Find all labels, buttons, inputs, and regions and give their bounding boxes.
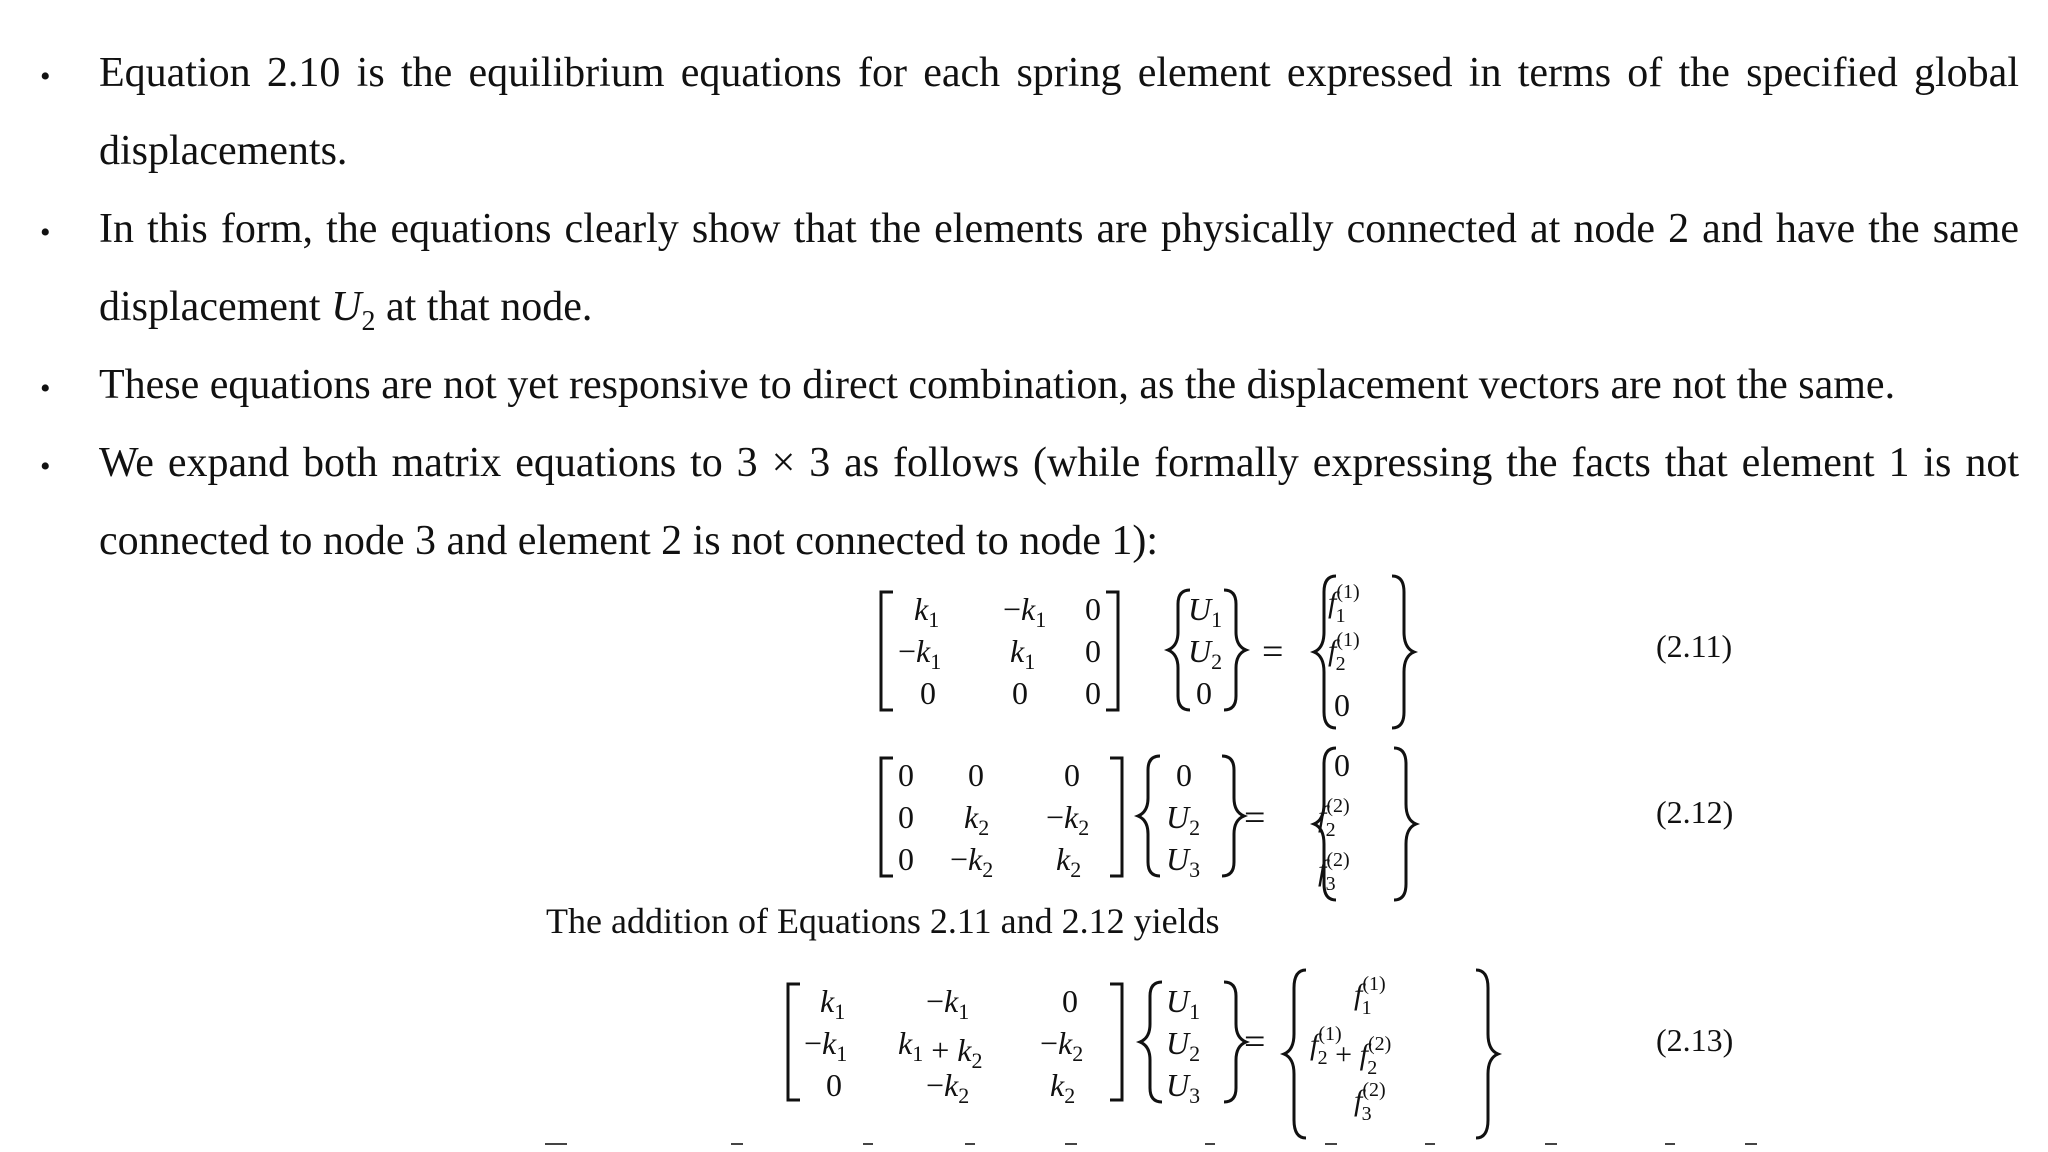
eq1-m11: $k_1$ (914, 591, 940, 632)
eq2-m22: $k_2$ (964, 799, 990, 840)
bullet-marker: • (40, 450, 51, 483)
eq3-u3: $U_3$ (1166, 1067, 1201, 1108)
eq1-u1: $U_1$ (1188, 591, 1223, 632)
eq2-m21: 0 (898, 799, 914, 835)
eq1-m31: 0 (920, 675, 936, 711)
eq1-m23: 0 (1085, 633, 1101, 669)
eq1-f3: 0 (1334, 687, 1350, 723)
eq3-m31: 0 (826, 1067, 842, 1103)
svg-text:=: = (1244, 1021, 1266, 1063)
bullet-3-line-1: These equations are not yet responsive to direct combination, as the displacement vectors are not the same. (99, 362, 1896, 408)
eq1-m13: 0 (1085, 591, 1101, 627)
eq2-m31: 0 (898, 841, 914, 877)
eq2-m12: 0 (968, 757, 984, 793)
eq1-m12: $-k_1$ (1003, 591, 1047, 632)
eq3-f3: $f^{(2)}$ 3 (1354, 1079, 1386, 1125)
bullet-marker: • (40, 60, 51, 93)
eq1-m22: $k_1$ (1010, 633, 1036, 674)
eq1-m32: 0 (1012, 675, 1028, 711)
eq2-u1: 0 (1176, 757, 1192, 793)
eq2-f2: $f^{(2)}$ 2 (1318, 795, 1350, 841)
eq2-m33: $k_2$ (1056, 841, 1082, 882)
eq3-f1: $f^{(1)}$ 1 (1354, 973, 1386, 1019)
eq3-m12: $-k_1$ (926, 983, 970, 1024)
bullet-2-text-pre: displacement (99, 284, 332, 330)
eq2-f3: $f^{(2)}$ 3 (1318, 849, 1350, 895)
eq3-u1: $U_1$ (1166, 983, 1201, 1024)
eq2-m13: 0 (1064, 757, 1080, 793)
equation-number-2-13: (2.13) (1656, 1022, 1734, 1058)
eq1-u3: 0 (1196, 675, 1212, 711)
eq1-m21: $-k_1$ (898, 633, 942, 674)
eq1-u2: $U_2$ (1188, 633, 1223, 674)
bullet-2-line-1: In this form, the equations clearly show that the elements are physically connected at node 2 and have the same (99, 206, 2019, 252)
displacement-subscript: 2 (361, 306, 376, 337)
displacement-variable: U (331, 284, 362, 330)
cropped-text-fragment (545, 1142, 1765, 1146)
eq3-m33: $k_2$ (1050, 1067, 1076, 1108)
bullet-4-line-2: connected to node 3 and element 2 is not connected to node 1): (99, 518, 1159, 564)
svg-text:=: = (1244, 797, 1266, 839)
svg-text:=: = (1262, 631, 1284, 673)
bullet-marker: • (40, 216, 51, 249)
eq2-u3: $U_3$ (1166, 841, 1201, 882)
eq1-f1: $f^{(1)}$ 1 (1328, 581, 1360, 627)
eq3-m13: 0 (1062, 983, 1078, 1019)
eq3-u2: $U_2$ (1166, 1025, 1201, 1066)
eq2-f1: 0 (1334, 747, 1350, 783)
eq3-m32: $-k_2$ (926, 1067, 970, 1108)
eq2-m23: $-k_2$ (1046, 799, 1090, 840)
eq3-m22: $k_1 + k_2$ (898, 1025, 983, 1073)
eq2-u2: $U_2$ (1166, 799, 1201, 840)
eq3-m11: $k_1$ (820, 983, 846, 1024)
equation-number-2-12: (2.12) (1656, 794, 1734, 830)
bullet-4-line-1: We expand both matrix equations to 3 × 3 as follows (while formally expressing the facts that element 1 is not (99, 440, 2019, 486)
eq3-m21: $-k_1$ (804, 1025, 848, 1066)
eq2-m32: $-k_2$ (950, 841, 994, 882)
bullet-2-text-post: at that node. (375, 284, 593, 330)
equation-intro-text: The addition of Equations 2.11 and 2.12 yields (546, 901, 1220, 941)
equation-number-2-11: (2.11) (1656, 628, 1733, 664)
bullet-1-line-2: displacements. (99, 128, 348, 174)
eq3-f2: $f^{(1)}$ $2 + f^{(2)}$ 2 (1310, 1023, 1392, 1079)
eq1-m33: 0 (1085, 675, 1101, 711)
bullet-1-line-1: Equation 2.10 is the equilibrium equations for each spring element expressed in terms of the specified global (99, 50, 2019, 96)
eq2-m11: 0 (898, 757, 914, 793)
eq1-f2: $f^{(1)}$ 2 (1328, 629, 1360, 675)
bullet-marker: • (40, 372, 51, 405)
eq3-m23: $-k_2$ (1040, 1025, 1084, 1066)
